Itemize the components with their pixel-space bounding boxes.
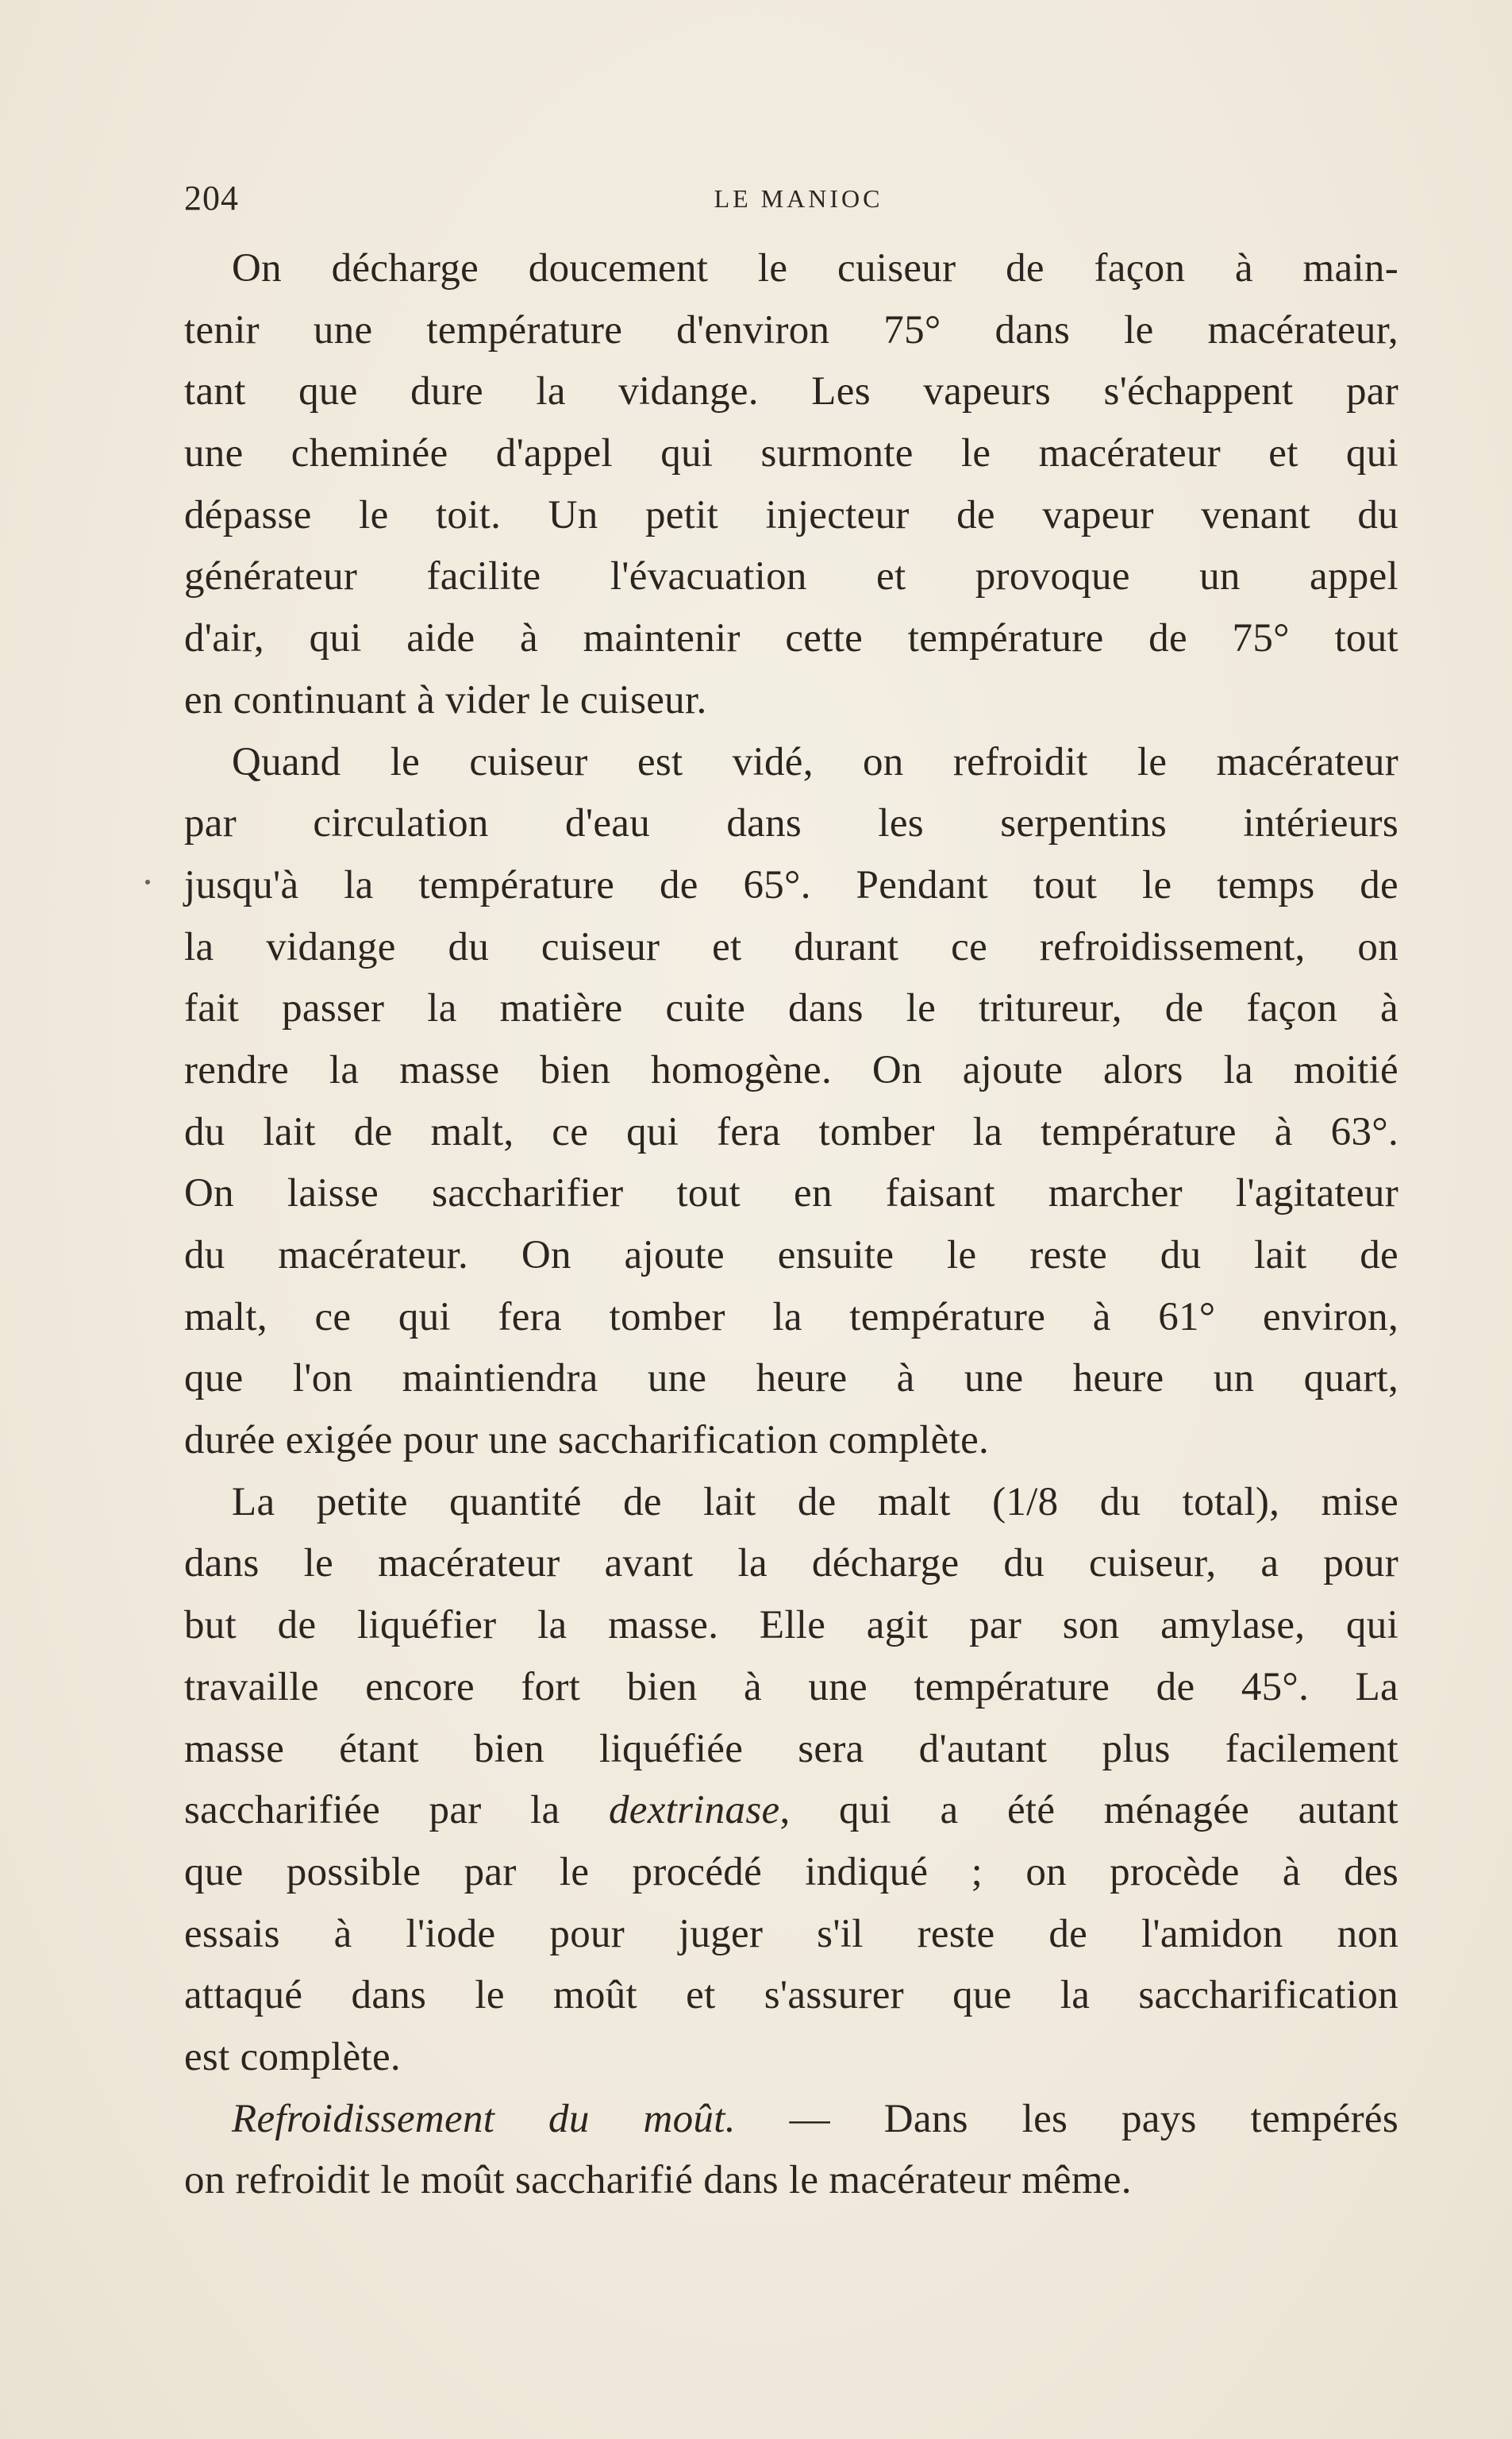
text-line: en continuant à vider le cuiseur. <box>184 677 707 722</box>
text-line: attaqué dans le moût et s'assurer que la saccharification <box>184 1973 1399 2018</box>
text-fragment: — Dans les pays tempérés <box>735 2096 1399 2141</box>
text-line: une cheminée d'appel qui surmonte le macérateur et qui <box>184 431 1399 476</box>
running-title: LE MANIOC <box>714 184 883 213</box>
text-line: on refroidit le moût saccharifié dans le macérateur même. <box>184 2158 1132 2203</box>
section-heading: Refroidissement du moût. <box>232 2096 736 2141</box>
text-line: On décharge doucement le cuiseur de façon à main- <box>232 246 1399 291</box>
text-line: On laisse saccharifier tout en faisant marcher l'agitateur <box>184 1171 1399 1216</box>
text-line: générateur facilite l'évacuation et provoque un appel <box>184 554 1399 599</box>
text-line: du lait de malt, ce qui fera tomber la température à 63°. <box>184 1109 1399 1154</box>
text-line-mixed <box>184 1780 1399 1842</box>
text-line: durée exigée pour une saccharification complète. <box>184 1418 990 1463</box>
text-line: Quand le cuiseur est vidé, on refroidit le macérateur <box>232 739 1399 784</box>
italic-term-dextrinase: dextrinase <box>608 1788 780 1833</box>
text-line: essais à l'iode pour juger s'il reste de l'amidon non <box>184 1911 1399 1956</box>
text-fragment: saccharifiée par la <box>184 1788 560 1833</box>
text-line: masse étant bien liquéfiée sera d'autant plus facilement <box>184 1726 1399 1771</box>
text-line: tenir une température d'environ 75° dans le macérateur, <box>184 307 1399 353</box>
section-heading-line <box>184 2089 1399 2151</box>
text-line: La petite quantité de lait de malt (1/8 du total), mise <box>232 1479 1399 1524</box>
text-fragment: , qui a été ménagée autant <box>779 1788 1399 1833</box>
text-line: malt, ce qui fera tomber la température à 61° environ, <box>184 1294 1399 1339</box>
text-line: dans le macérateur avant la décharge du cuiseur, a pour <box>184 1541 1399 1586</box>
text-line: la vidange du cuiseur et durant ce refroidissement, on <box>184 924 1399 969</box>
text-line: que possible par le procédé indiqué ; on procède à des <box>184 1849 1399 1894</box>
text-line: d'air, qui aide à maintenir cette température de 75° tout <box>184 616 1399 661</box>
text-line: tant que dure la vidange. Les vapeurs s'échappent par <box>184 369 1399 414</box>
text-line: travaille encore fort bien à une température de 45°. La <box>184 1664 1399 1709</box>
text-line: est complète. <box>184 2034 401 2079</box>
text-line: but de liquéfier la masse. Elle agit par son amylase, qui <box>184 1603 1399 1648</box>
stray-ink-mark <box>145 880 150 884</box>
body-text <box>184 238 1399 2212</box>
text-line: par circulation d'eau dans les serpentins intérieurs <box>184 801 1399 846</box>
text-line: fait passer la matière cuite dans le tritureur, de façon à <box>184 986 1399 1031</box>
text-line: du macérateur. On ajoute ensuite le reste du lait de <box>184 1233 1399 1277</box>
text-line: jusqu'à la température de 65°. Pendant tout le temps de <box>184 862 1399 907</box>
page-header <box>184 178 1413 225</box>
text-line: rendre la masse bien homogène. On ajoute alors la moitié <box>184 1047 1399 1092</box>
page-number: 204 <box>184 179 239 218</box>
text-line: dépasse le toit. Un petit injecteur de vapeur venant du <box>184 492 1399 538</box>
text-line: que l'on maintiendra une heure à une heure un quart, <box>184 1356 1399 1401</box>
